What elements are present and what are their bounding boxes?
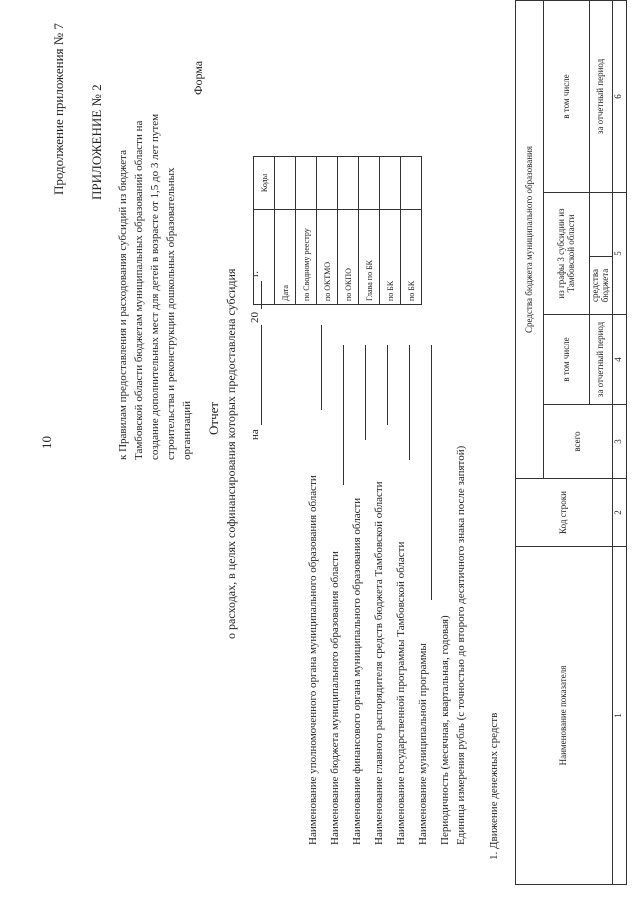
- appendix-desc-line-4: строительства и реконструкции дошкольных образовательных: [165, 167, 177, 460]
- codes-table: [253, 156, 422, 305]
- col-period-a-header: за отчетный период: [590, 315, 613, 405]
- report-title: Отчет: [206, 401, 221, 435]
- col-indicator-header: Наименование показателя: [516, 547, 613, 885]
- code-label-okpo: по ОКПО: [338, 210, 359, 305]
- col-code-header: Код строки: [516, 479, 613, 547]
- form-label: Форма: [191, 60, 205, 95]
- col-period-b-header: за отчетный период: [590, 1, 613, 193]
- cashflow-table: [515, 0, 627, 885]
- code-value[interactable]: [317, 157, 338, 210]
- report-subtitle: о расходах, в целях софинансирования которых предоставлена субсидия: [224, 268, 238, 639]
- code-label-bk-1: по БК: [380, 210, 401, 305]
- code-label-bk-2: по БК: [401, 210, 422, 305]
- col-number: 4: [612, 315, 626, 405]
- col-from3-header: из графы 3 субсидии из Тамбовской области: [544, 193, 590, 315]
- code-value[interactable]: [380, 157, 401, 210]
- field-label-4: Наименование главного распорядителя средств бюджета Тамбовской области: [373, 481, 385, 845]
- appendix-desc-line-1: к Правилам предоставления и расходования субсидий из бюджета: [117, 150, 129, 460]
- field-line-3[interactable]: [365, 345, 366, 440]
- appendix-title: ПРИЛОЖЕНИЕ № 2: [89, 84, 104, 200]
- col-group-header: Средства бюджета муниципального образования: [516, 1, 544, 479]
- col-incl-header: в том числе: [544, 315, 590, 405]
- code-label-registry: по Сводному реестру: [296, 210, 317, 305]
- date-year-suffix: г.: [249, 270, 261, 277]
- page-number: 10: [39, 436, 54, 449]
- code-value[interactable]: [338, 157, 359, 210]
- col-funds-header: средства бюджета: [590, 257, 613, 315]
- field-line-6[interactable]: [431, 345, 432, 600]
- field-line-2[interactable]: [343, 345, 344, 485]
- col-number: 2: [612, 479, 626, 547]
- field-label-1: Наименование уполномоченного органа муниципального образования области: [307, 475, 319, 845]
- code-value[interactable]: [401, 157, 422, 210]
- col-number: 1: [612, 547, 626, 885]
- code-label-oktmo: по ОКТМО: [317, 210, 338, 305]
- field-label-7: Периодичность (месячная, квартальная, годовая): [439, 615, 451, 845]
- field-label-2: Наименование бюджета муниципального образования области: [329, 551, 341, 845]
- field-label-3: Наименование финансового органа муниципального образования области: [351, 497, 363, 845]
- field-label-6: Наименование муниципальной программы: [417, 643, 429, 845]
- appendix-desc-line-2: Тамбовской области бюджетам муниципальных образований области на: [133, 120, 145, 460]
- date-prefix: на: [249, 429, 261, 440]
- code-value[interactable]: [359, 157, 380, 210]
- date-year-prefix: 20: [249, 312, 261, 323]
- field-line-4[interactable]: [387, 345, 388, 425]
- col-number: 5: [612, 193, 626, 315]
- date-blank[interactable]: [261, 325, 262, 425]
- col-funds-sub: [590, 193, 613, 257]
- code-label-date: Дата: [275, 210, 296, 305]
- code-value[interactable]: [296, 157, 317, 210]
- field-label-8: Единица измерения рубль (с точностью до второго десятичного знака после запятой): [455, 445, 467, 845]
- col-number: 3: [612, 405, 626, 479]
- appendix-desc-line-3: создание дополнительных мест для детей в возрасте от 1,5 до 3 лет путем: [149, 113, 161, 460]
- code-value[interactable]: [275, 157, 296, 210]
- continuation-heading: Продолжение приложения № 7: [51, 23, 66, 195]
- section-title: 1. Движение денежных средств: [488, 712, 500, 860]
- codes-header: Коды: [254, 157, 275, 210]
- field-line-1[interactable]: [321, 325, 322, 410]
- appendix-desc-line-5: организаций: [181, 400, 193, 460]
- col-number: 6: [612, 1, 626, 193]
- field-label-5: Наименование государственной программы Тамбовской области: [395, 541, 407, 845]
- col-incl2-header: в том числе: [544, 1, 590, 193]
- code-label-chapter: Глава по БК: [359, 210, 380, 305]
- field-line-5[interactable]: [409, 345, 410, 460]
- col-total-header: всего: [544, 405, 613, 479]
